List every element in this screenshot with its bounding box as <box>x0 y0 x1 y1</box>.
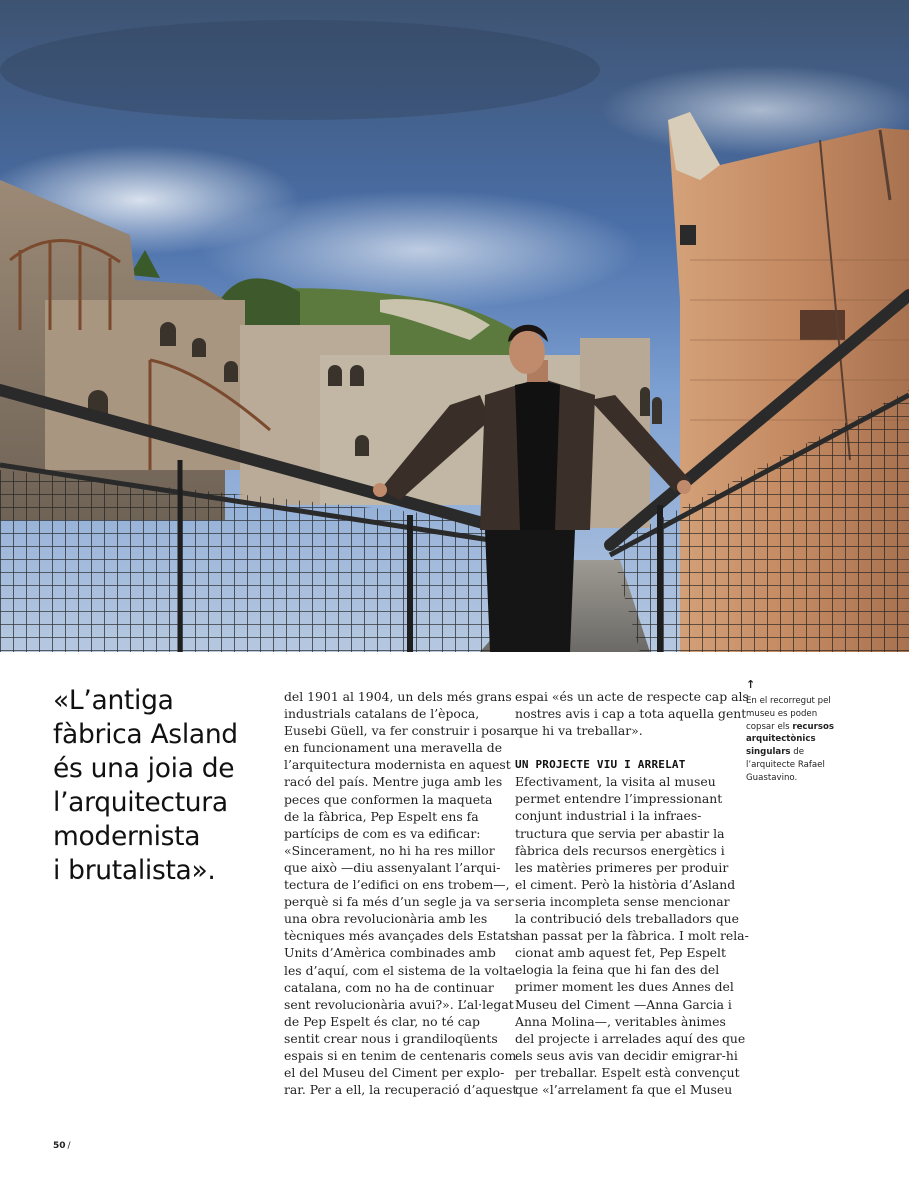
body-line: fàbrica dels recursos energètics i <box>515 842 725 858</box>
caption-line <box>746 746 876 759</box>
body-line: tructura que servia per abastir la <box>515 825 725 841</box>
body-line: tectura de l’edifici on ens trobem—, <box>284 877 510 893</box>
body-line: catalana, com no ha de continuar <box>284 979 494 995</box>
body-line: partícips de com es va edificar: <box>284 825 481 841</box>
body-line: permet entendre l’impressionant <box>515 791 723 807</box>
page-number <box>53 1141 71 1151</box>
body-line: espai «és un acte de respecte cap als <box>515 689 749 704</box>
pull-quote-line: l’arquitectura <box>53 787 228 818</box>
body-line: industrials catalans de l’època, <box>284 706 480 722</box>
body-line: nostres avis i cap a tota aquella gent <box>515 706 747 722</box>
folio-mark: / <box>67 1141 71 1151</box>
body-line: Eusebi Güell, va fer construir i posar <box>284 723 517 739</box>
section-subheading: UN PROJECTE VIU I ARRELAT <box>515 758 686 772</box>
body-column-2 <box>515 688 749 1098</box>
body-line: rar. Per a ell, la recuperació d’aquest <box>284 1082 518 1098</box>
body-line: racó del país. Mentre juga amb les <box>284 774 503 790</box>
caption-line <box>746 733 876 746</box>
caption-bold-text: recursos <box>792 721 834 732</box>
pull-quote <box>53 684 263 888</box>
body-line: el del Museu del Ciment per explo- <box>284 1065 505 1081</box>
body-line: perquè si fa més d’un segle ja va ser <box>284 894 514 910</box>
body-line: del projecte i arrelades aquí des que <box>515 1030 746 1046</box>
caption-line: Guastavino. <box>746 772 798 783</box>
body-line: que hi va treballar». <box>515 723 643 739</box>
body-line: de Pep Espelt és clar, no té cap <box>284 1013 480 1029</box>
body-line: Units d’Amèrica combinades amb <box>284 945 496 961</box>
caption-text: copsar els <box>746 721 793 732</box>
pull-quote-line: «L’antiga <box>53 685 174 716</box>
photo-caption <box>746 678 876 785</box>
pull-quote-line: fàbrica Asland <box>53 719 238 750</box>
pull-quote-line: és una joia de <box>53 753 235 784</box>
body-column-1 <box>284 688 518 1098</box>
body-line: sentit crear nous i grandiloqüents <box>284 1030 498 1046</box>
caption-text: de <box>790 747 805 758</box>
body-line: han passat per la fàbrica. I molt rela- <box>515 928 749 944</box>
body-line: Museu del Ciment —Anna Garcia i <box>515 996 732 1012</box>
caption-line <box>746 721 876 734</box>
body-line: elogia la feina que hi fan des del <box>515 962 720 978</box>
body-line: la contribució dels treballadors que <box>515 911 739 927</box>
body-line: els seus avis van decidir emigrar-hi <box>515 1047 738 1063</box>
body-line: sent revolucionària avui?». L’al·legat <box>284 996 514 1012</box>
body-line: de la fàbrica, Pep Espelt ens fa <box>284 808 479 824</box>
body-line: per treballar. Espelt està convençut <box>515 1064 740 1080</box>
body-line: Efectivament, la visita al museu <box>515 774 716 790</box>
body-line: espais si en tenim de centenaris com <box>284 1047 517 1063</box>
caption-line: En el recorregut pel <box>746 696 831 706</box>
caption-line: museu es poden <box>746 708 818 719</box>
body-line: del 1901 al 1904, un dels més grans <box>284 689 512 704</box>
caption-bold-text: singulars <box>746 747 791 758</box>
page-number-value: 50 <box>53 1141 66 1151</box>
body-line: que «l’arrelament fa que el Museu <box>515 1081 733 1097</box>
body-line: que això —diu assenyalant l’arqui- <box>284 859 501 875</box>
body-line: les d’aquí, com el sistema de la volta <box>284 962 516 978</box>
pull-quote-line: modernista <box>53 821 201 852</box>
body-line: peces que conformen la maqueta <box>284 791 493 807</box>
body-line: primer moment les dues Annes del <box>515 979 734 995</box>
body-line: cionat amb aquest fet, Pep Espelt <box>515 945 726 961</box>
body-line: l’arquitectura modernista en aquest <box>284 757 511 773</box>
body-line: el ciment. Però la història d’Asland <box>515 876 736 892</box>
body-line: seria incompleta sense mencionar <box>515 893 730 909</box>
pull-quote-line: i brutalista». <box>53 855 216 886</box>
body-line: una obra revolucionària amb les <box>284 911 488 927</box>
body-line: tècniques més avançades dels Estats <box>284 928 517 944</box>
caption-line: l’arquitecte Rafael <box>746 759 825 770</box>
arrow-up-icon: ↑ <box>746 678 756 691</box>
body-line: «Sincerament, no hi ha res millor <box>284 842 495 858</box>
body-line: Anna Molina—, veritables ànimes <box>515 1013 726 1029</box>
body-line: les matèries primeres per produir <box>515 859 729 875</box>
body-line: conjunt industrial i la infraes- <box>515 808 702 824</box>
body-line: en funcionament una meravella de <box>284 740 503 756</box>
caption-bold-text: arquitectònics <box>746 734 816 745</box>
